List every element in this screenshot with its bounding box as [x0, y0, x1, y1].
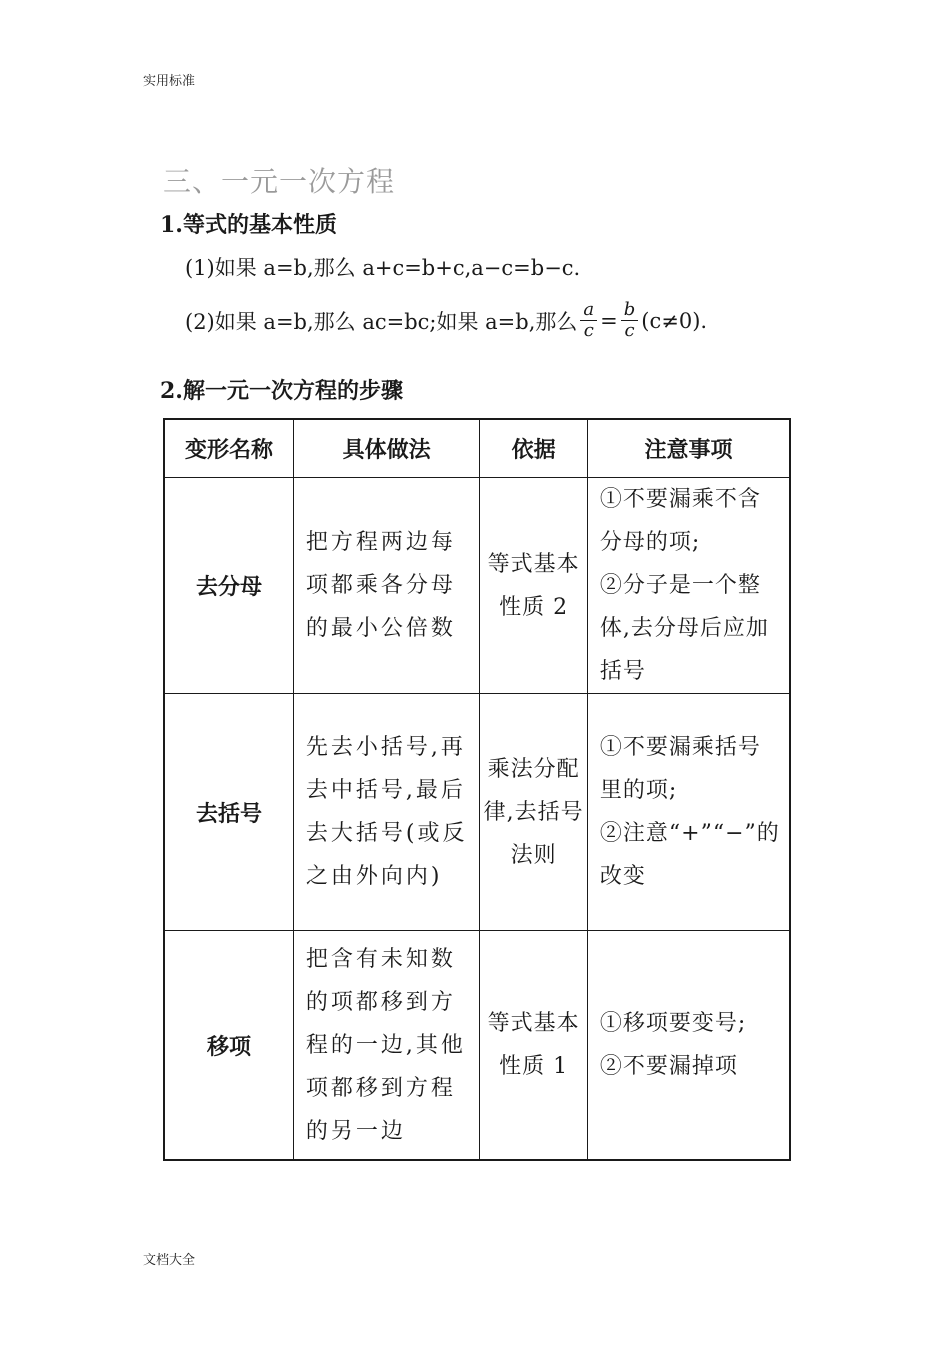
- fraction-denominator: c: [583, 320, 594, 341]
- step-basis: 等式基本性质 2: [480, 478, 588, 694]
- property-2-prefix: (2)如果 a=b,那么 ac=bc;如果 a=b,那么: [185, 309, 578, 334]
- table-row: [164, 478, 790, 694]
- step-method: 把含有未知数的项都移到方程的一边,其他项都移到方程的另一边: [293, 931, 479, 1161]
- fraction-numerator: a: [580, 300, 597, 321]
- page-header: 实用标准: [143, 74, 196, 89]
- column-header: 注意事项: [587, 419, 790, 478]
- property-2-suffix: (c≠0).: [641, 308, 708, 333]
- column-header: 具体做法: [293, 419, 479, 478]
- note-line: ②注意“+”“−”的改变: [599, 821, 780, 889]
- step-note: [587, 931, 790, 1161]
- step-name: 去括号: [164, 694, 293, 931]
- fraction-numerator: b: [621, 300, 639, 321]
- heading-solving-steps: 2.解一元一次方程的步骤: [160, 378, 403, 404]
- property-1: (1)如果 a=b,那么 a+c=b+c,a−c=b−c.: [185, 256, 581, 280]
- column-header: 依据: [480, 419, 588, 478]
- column-header: 变形名称: [164, 419, 293, 478]
- fraction-a-over-c: [580, 300, 597, 341]
- step-basis: 等式基本性质 1: [480, 931, 588, 1161]
- note-line: ②分子是一个整体,去分母后应加括号: [599, 573, 769, 684]
- page-footer: 文档大全: [143, 1253, 196, 1268]
- step-name: 去分母: [164, 478, 293, 694]
- note-line: ①不要漏乘括号里的项;: [599, 735, 761, 803]
- table-row: [164, 931, 790, 1161]
- step-method: 把方程两边每项都乘各分母的最小公倍数: [293, 478, 479, 694]
- fraction-denominator: c: [624, 320, 635, 341]
- fraction-b-over-c: [621, 300, 639, 341]
- property-2: [185, 300, 707, 341]
- steps-table: [163, 418, 791, 1161]
- section-title: 三、一元一次方程: [163, 165, 396, 198]
- step-note: [587, 478, 790, 694]
- note-line: ②不要漏掉项: [599, 1054, 738, 1079]
- table-header-row: [164, 419, 790, 478]
- heading-equation-properties: 1.等式的基本性质: [160, 212, 337, 238]
- step-name: 移项: [164, 931, 293, 1161]
- equals-sign: =: [600, 308, 618, 333]
- note-line: ①移项要变号;: [599, 1011, 747, 1036]
- step-method: 先去小括号,再去中括号,最后去大括号(或反之由外向内): [293, 694, 479, 931]
- step-basis: 乘法分配律,去括号法则: [480, 694, 588, 931]
- step-note: [587, 694, 790, 931]
- table-row: [164, 694, 790, 931]
- note-line: ①不要漏乘不含分母的项;: [599, 487, 761, 555]
